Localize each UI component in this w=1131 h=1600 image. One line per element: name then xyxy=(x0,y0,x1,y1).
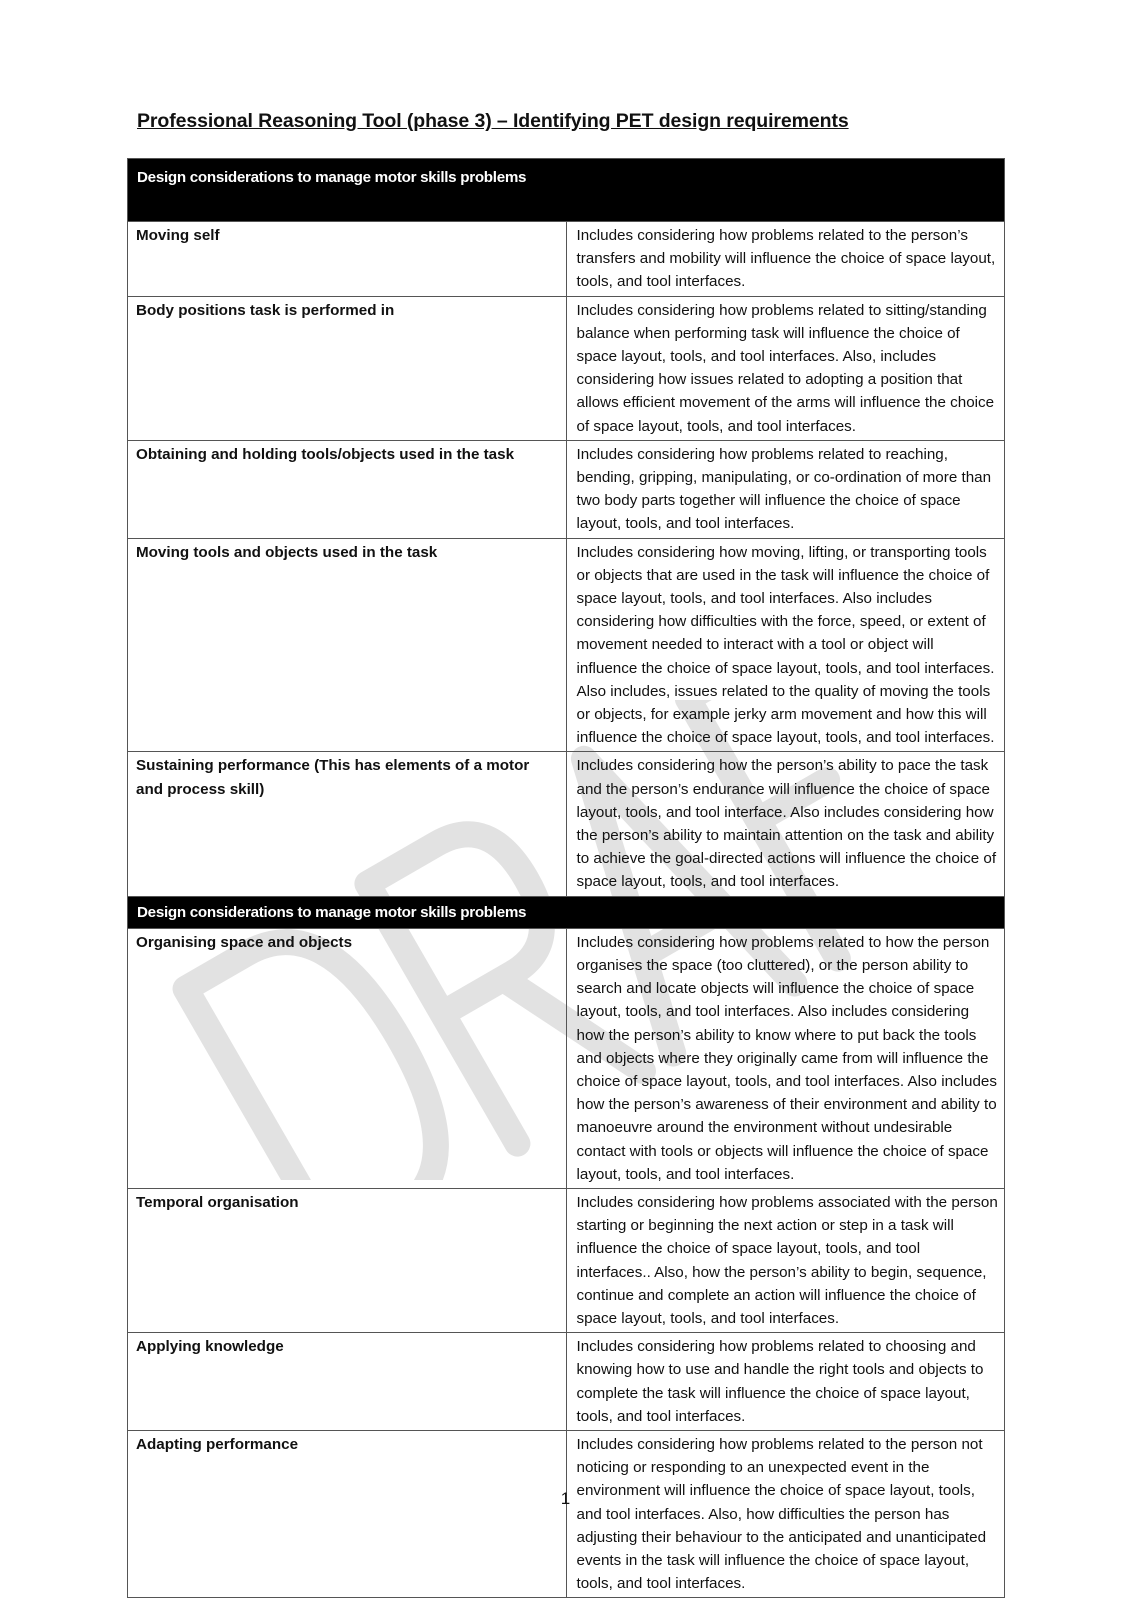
row-label: Moving tools and objects used in the task xyxy=(128,538,567,752)
row-label: Temporal organisation xyxy=(128,1188,567,1332)
row-label: Organising space and objects xyxy=(128,928,567,1188)
table-row xyxy=(128,296,1005,440)
table-row xyxy=(128,1188,1005,1332)
row-description: Includes considering how problems associated with the person starting or beginning the next action or step in a task will influence the choice of space layout, tools, and tool interfaces.. Also, how the person’s ability to begin, sequence, continue and complete an action will influence the choice of space layout, tools, and tool interfaces. xyxy=(566,1188,1005,1332)
row-description: Includes considering how the person’s ability to pace the task and the person’s endurance will influence the choice of space layout, tools, and tool interface. Also includes considering how the person’s ability to maintain attention on the task and ability to achieve the goal-directed actions will influence the choice of space layout, tools, and tool interfaces. xyxy=(566,752,1005,896)
row-description: Includes considering how problems related to how the person organises the space (too cluttered), or the person ability to search and locate objects will influence the choice of space layout, tools, and tool interfaces. Also includes considering how the person’s ability to know where to put back the tools and objects where they originally came from will influence the choice of space layout, tools, and tool interfaces. Also includes how the person’s awareness of their environment and ability to manoeuvre around the environment without undesirable contact with tools or objects will influence the choice of space layout, tools, and tool interfaces. xyxy=(566,928,1005,1188)
row-label: Obtaining and holding tools/objects used in the task xyxy=(128,440,567,538)
table-row xyxy=(128,222,1005,297)
table-row xyxy=(128,538,1005,752)
row-description: Includes considering how problems related to the person’s transfers and mobility will influence the choice of space layout, tools, and tool interfaces. xyxy=(566,222,1005,297)
row-description: Includes considering how problems related to choosing and knowing how to use and handle the right tools and objects to complete the task will influence the choice of space layout, tools, and tool interfaces. xyxy=(566,1333,1005,1431)
section-heading: Design considerations to manage motor skills problems xyxy=(128,896,1005,928)
table-row xyxy=(128,440,1005,538)
section-header-row xyxy=(128,159,1005,222)
section-heading: Design considerations to manage motor skills problems xyxy=(128,159,1005,222)
row-description: Includes considering how moving, lifting, or transporting tools or objects that are used in the task will influence the choice of space layout, tools, and tool interfaces. Also includes considering how difficulties with the force, speed, or extent of movement needed to interact with a tool or object will influence the choice of space layout, tools, and tool interfaces. Also includes, issues related to the quality of moving the tools or objects, for example jerky arm movement and how this will influence the choice of space layout, tools, and tool interfaces. xyxy=(566,538,1005,752)
row-description: Includes considering how problems related to sitting/standing balance when performing task will influence the choice of space layout, tools, and tool interfaces. Also, includes considering how issues related to adopting a position that allows efficient movement of the arms will influence the choice of space layout, tools, and tool interfaces. xyxy=(566,296,1005,440)
row-label: Sustaining performance (This has elements of a motor and process skill) xyxy=(128,752,567,896)
row-description: Includes considering how problems related to the person not noticing or responding to an unexpected event in the environment will influence the choice of space layout, tools, and tool interfaces. Also, how difficulties the person has adjusting their behaviour to the anticipated and unanticipated events in the task will influence the choice of space layout, tools, and tool interfaces. xyxy=(566,1430,1005,1597)
design-requirements-table xyxy=(127,158,1005,1598)
table-row xyxy=(128,1333,1005,1431)
row-description: Includes considering how problems related to reaching, bending, gripping, manipulating, or co-ordination of more than two body parts together will influence the choice of space layout, tools, and tool interfaces. xyxy=(566,440,1005,538)
document-title: Professional Reasoning Tool (phase 3) – Identifying PET design requirements xyxy=(137,110,849,132)
row-label: Body positions task is performed in xyxy=(128,296,567,440)
table-row xyxy=(128,752,1005,896)
row-label: Applying knowledge xyxy=(128,1333,567,1431)
table-row xyxy=(128,1430,1005,1597)
section-header-row xyxy=(128,896,1005,928)
table-row xyxy=(128,928,1005,1188)
row-label: Moving self xyxy=(128,222,567,297)
row-label: Adapting performance xyxy=(128,1430,567,1597)
page-number: 1 xyxy=(560,1489,571,1508)
